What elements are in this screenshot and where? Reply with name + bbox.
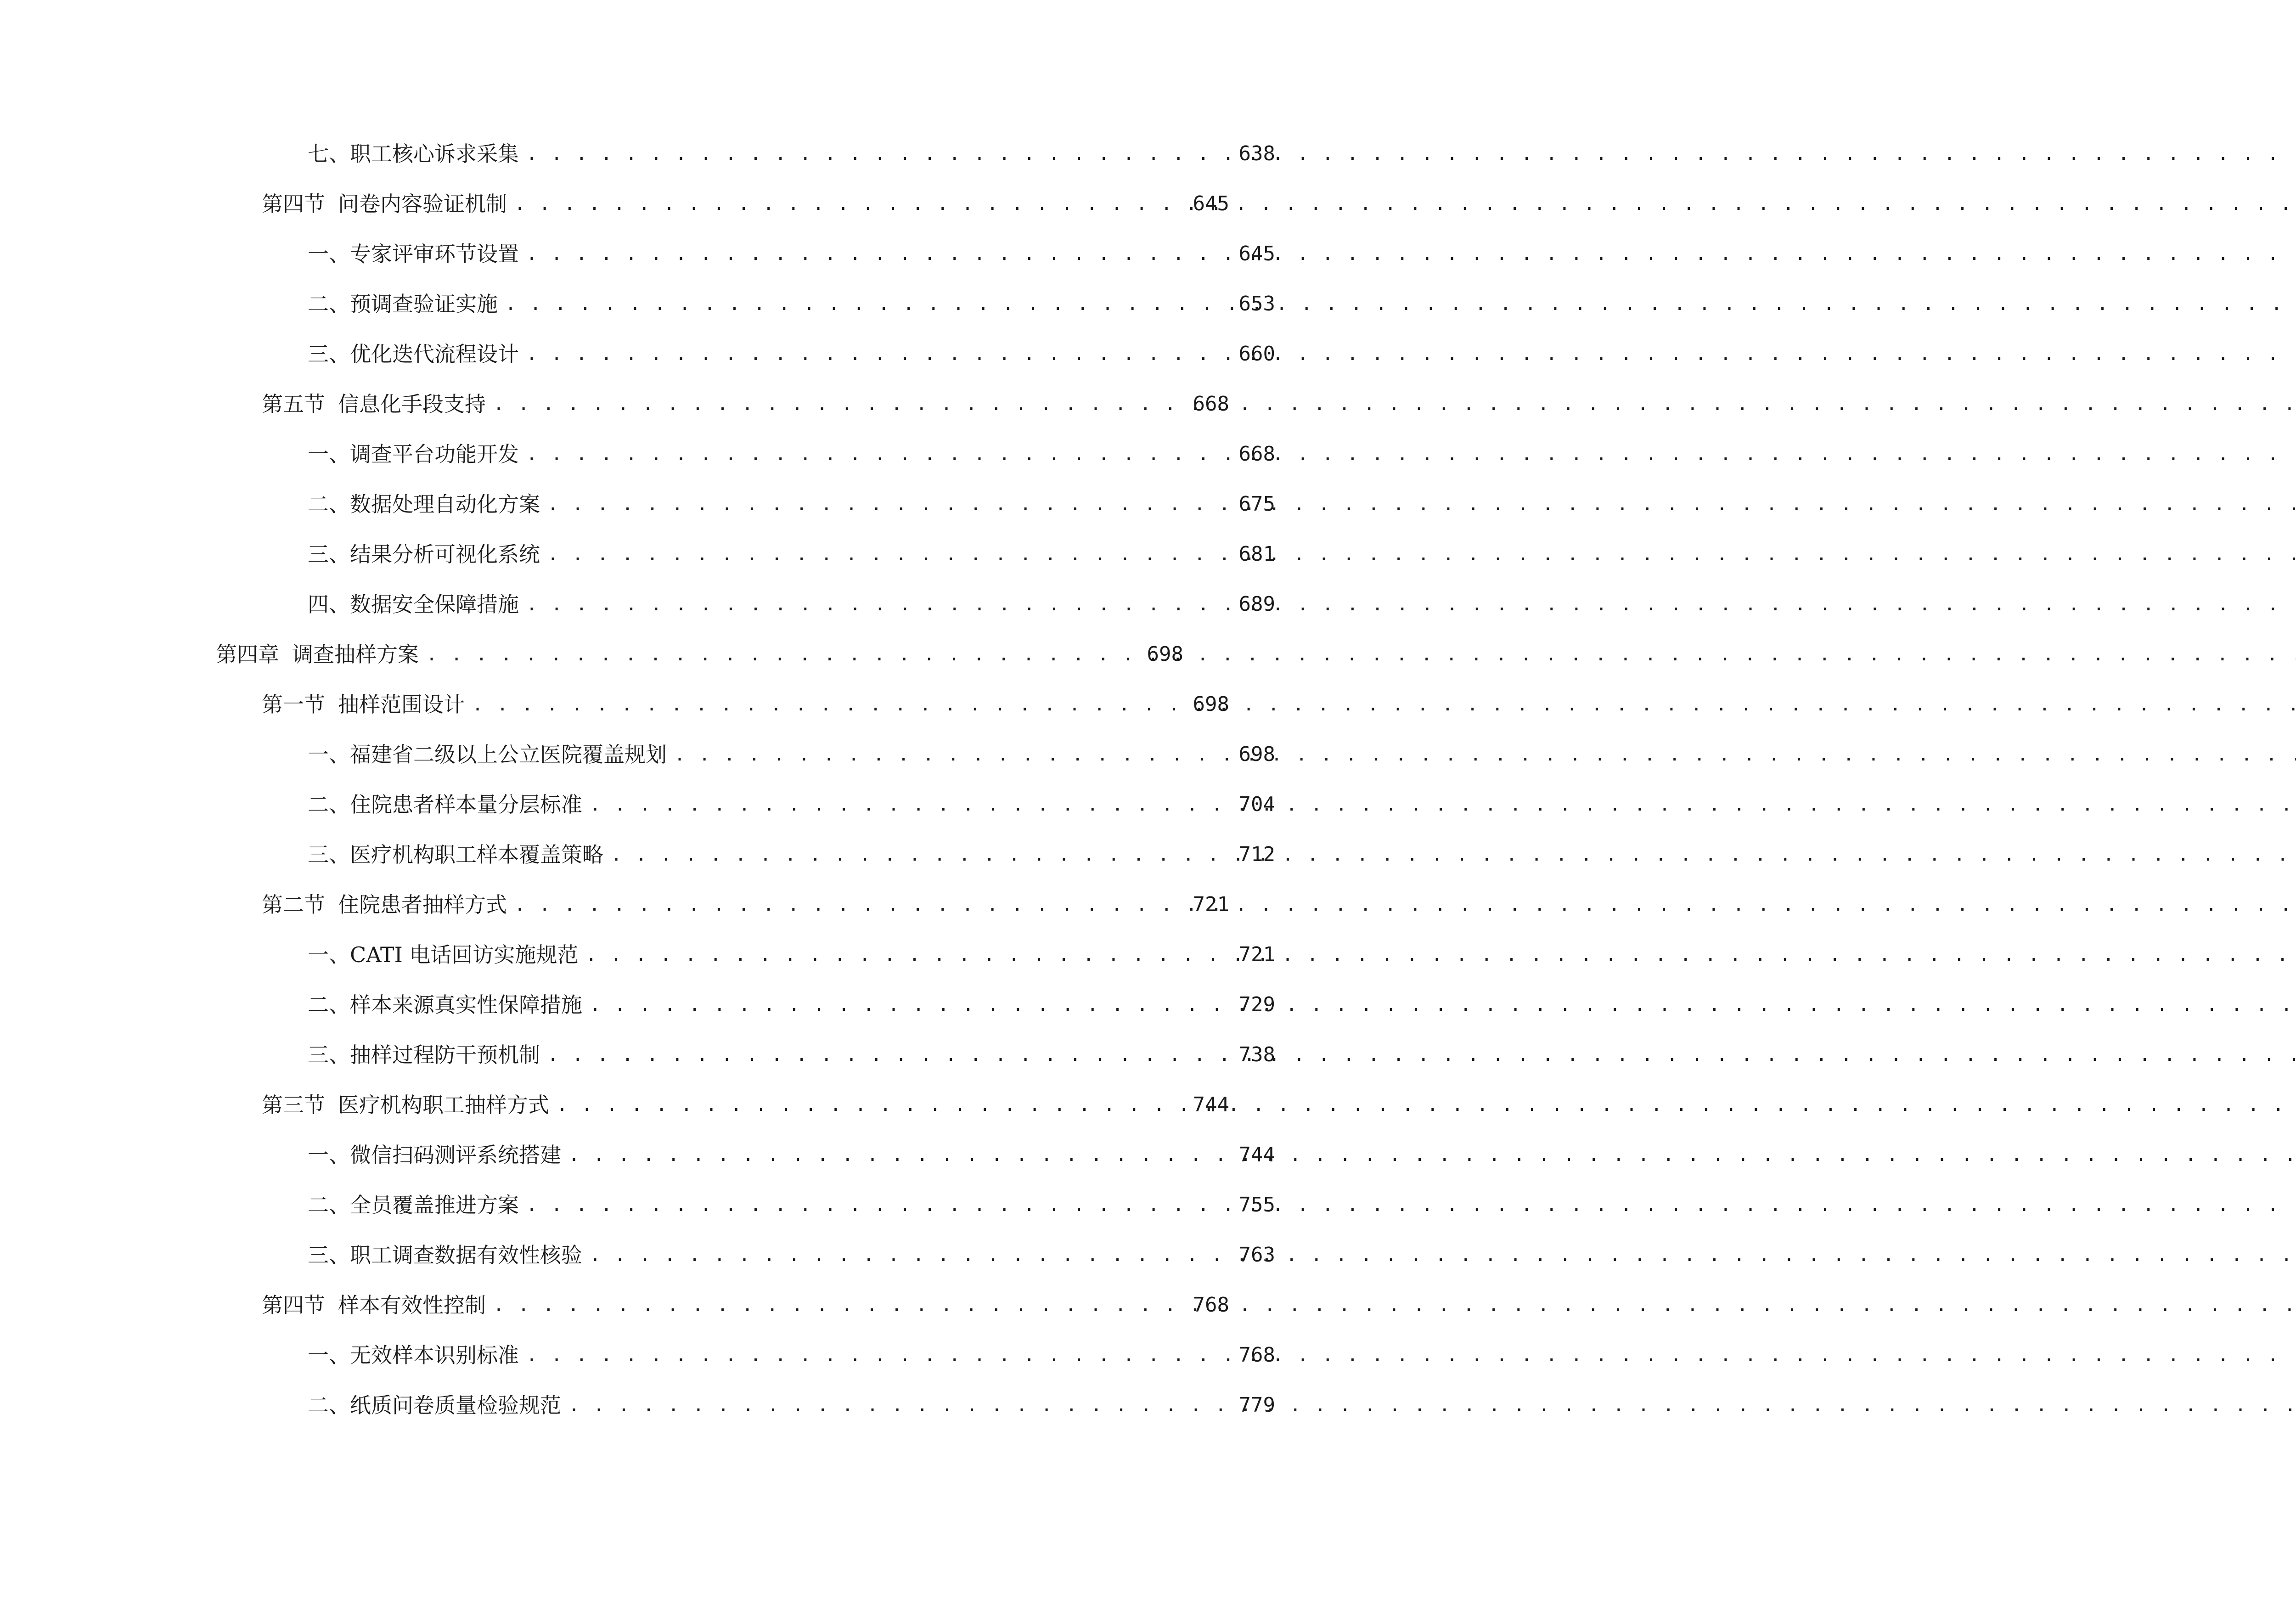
toc-entry-page: 744 — [1193, 1093, 1229, 1116]
toc-entry-title: 纸质问卷质量检验规范 — [350, 1393, 561, 1418]
toc-entry-number: 三、 — [308, 1243, 350, 1267]
toc-entry-title: 专家评审环节设置 — [350, 242, 519, 266]
toc-entry-title: 样本来源真实性保障措施 — [350, 992, 582, 1017]
toc-entry-title: 预调查验证实施 — [350, 292, 498, 316]
toc-entry[interactable] — [0, 236, 1447, 272]
toc-entry-page: 638 — [1238, 142, 1275, 165]
toc-entry-number: 一、 — [308, 242, 350, 266]
dot-leader — [526, 135, 2296, 172]
toc-entry[interactable] — [0, 836, 1447, 873]
toc-entry-number: 二、 — [308, 792, 350, 817]
toc-entry-title: 样本有效性控制 — [338, 1293, 486, 1318]
dot-leader — [526, 236, 2296, 272]
toc-entry-page: 698 — [1147, 642, 1183, 666]
dot-leader — [514, 186, 2296, 222]
toc-entry-number: 第二节 — [262, 892, 325, 917]
toc-entry[interactable] — [0, 1036, 1447, 1073]
toc-entry[interactable] — [0, 936, 1447, 973]
toc-entry[interactable] — [0, 636, 1355, 673]
dot-leader — [611, 836, 2296, 873]
toc-entry-number: 二、 — [308, 292, 350, 316]
toc-entry-page: 721 — [1238, 943, 1275, 966]
dot-leader — [493, 1287, 2296, 1324]
toc-entry[interactable] — [0, 986, 1447, 1023]
toc-entry[interactable] — [0, 586, 1447, 623]
toc-entry-page: 744 — [1238, 1143, 1275, 1166]
toc-entry-number: 第三节 — [262, 1093, 325, 1117]
dot-leader — [514, 886, 2296, 923]
toc-entry-title: 抽样范围设计 — [338, 692, 465, 717]
toc-entry[interactable] — [0, 486, 1447, 523]
toc-entry-title: 问卷内容验证机制 — [338, 192, 507, 216]
toc-entry[interactable] — [0, 886, 1401, 923]
toc-entry-number: 四、 — [308, 592, 350, 617]
toc-entry[interactable] — [0, 1137, 1447, 1173]
toc-entry-title: 医疗机构职工样本覆盖策略 — [350, 842, 603, 867]
toc-entry-number: 第四章 — [216, 642, 279, 667]
toc-entry-title: 医疗机构职工抽样方式 — [338, 1093, 549, 1117]
toc-entry[interactable] — [0, 1187, 1447, 1223]
toc-entry-number: 二、 — [308, 1393, 350, 1418]
toc-entry-title: 全员覆盖推进方案 — [350, 1193, 519, 1217]
toc-entry-title: 数据处理自动化方案 — [350, 492, 540, 517]
toc-entry-number: 第一节 — [262, 692, 325, 717]
toc-entry-title: 职工调查数据有效性核验 — [350, 1243, 582, 1267]
toc-entry-title: 住院患者抽样方式 — [338, 892, 507, 917]
toc-entry-page: 755 — [1238, 1193, 1275, 1217]
toc-entry-page: 712 — [1238, 843, 1275, 866]
dot-leader — [526, 586, 2296, 623]
dot-leader — [590, 786, 2296, 823]
toc-entry[interactable] — [0, 536, 1447, 573]
toc-entry-page: 768 — [1193, 1293, 1229, 1317]
dot-leader — [505, 286, 2296, 322]
dot-leader — [547, 1036, 2296, 1073]
toc-entry[interactable] — [0, 786, 1447, 823]
toc-entry-number: 二、 — [308, 1193, 350, 1217]
dot-leader — [493, 386, 2296, 422]
toc-entry-page: 645 — [1193, 192, 1229, 215]
toc-entry-number: 第五节 — [262, 392, 325, 417]
dot-leader — [590, 986, 2296, 1023]
toc-entry-number: 三、 — [308, 842, 350, 867]
toc-entry-page: 698 — [1238, 743, 1275, 766]
toc-entry[interactable] — [0, 1237, 1447, 1273]
toc-entry-page: 645 — [1238, 242, 1275, 265]
toc-entry-number: 一、 — [308, 1343, 350, 1368]
toc-entry[interactable] — [0, 1287, 1401, 1324]
toc-entry[interactable] — [0, 1337, 1447, 1374]
toc-entry-page: 704 — [1238, 793, 1275, 816]
toc-entry[interactable] — [0, 686, 1401, 723]
toc-entry-title: CATI 电话回访实施规范 — [350, 942, 579, 967]
toc-entry-page: 768 — [1238, 1343, 1275, 1367]
toc-entry-title: 抽样过程防干预机制 — [350, 1042, 540, 1067]
toc-entry-number: 一、 — [308, 1143, 350, 1167]
toc-entry-title: 职工核心诉求采集 — [350, 141, 519, 166]
toc-entry-page: 668 — [1193, 392, 1229, 416]
toc-entry-number: 二、 — [308, 492, 350, 517]
dot-leader — [526, 336, 2296, 372]
toc-entry[interactable] — [0, 135, 1447, 172]
dot-leader — [426, 636, 2296, 673]
toc-entry[interactable] — [0, 186, 1401, 222]
dot-leader — [585, 936, 2296, 973]
toc-entry-number: 一、 — [308, 942, 350, 967]
dot-leader — [526, 436, 2296, 473]
dot-leader — [526, 1187, 2296, 1223]
toc-entry-number: 一、 — [308, 742, 350, 767]
toc-entry-page: 675 — [1238, 492, 1275, 516]
dot-leader — [557, 1087, 2296, 1123]
toc-entry[interactable] — [0, 336, 1447, 372]
toc-entry-title: 调查抽样方案 — [292, 642, 419, 667]
dot-leader — [674, 736, 2296, 773]
toc-entry-title: 数据安全保障措施 — [350, 592, 519, 617]
toc-entry-number: 第四节 — [262, 192, 325, 216]
dot-leader — [526, 1337, 2296, 1374]
toc-entry[interactable] — [0, 436, 1447, 473]
toc-entry-page: 738 — [1238, 1043, 1275, 1066]
toc-entry-number: 七、 — [308, 141, 350, 166]
toc-entry-title: 调查平台功能开发 — [350, 442, 519, 467]
toc-entry-page: 698 — [1193, 693, 1229, 716]
toc-entry-number: 三、 — [308, 1042, 350, 1067]
dot-leader — [547, 536, 2296, 573]
toc-entry-title: 福建省二级以上公立医院覆盖规划 — [350, 742, 667, 767]
toc-entry-title: 结果分析可视化系统 — [350, 542, 540, 567]
toc-entry-number: 一、 — [308, 442, 350, 467]
toc-entry-number: 三、 — [308, 342, 350, 366]
toc-entry-page: 653 — [1238, 292, 1275, 315]
toc-entry-number: 二、 — [308, 992, 350, 1017]
dot-leader — [472, 686, 2296, 723]
toc-entry[interactable] — [0, 1087, 1401, 1123]
toc-entry-page: 721 — [1193, 893, 1229, 916]
dot-leader — [568, 1137, 2296, 1173]
toc-entry-title: 优化迭代流程设计 — [350, 342, 519, 366]
toc-entry[interactable] — [0, 736, 1447, 773]
toc-entry-page: 689 — [1238, 592, 1275, 616]
dot-leader — [590, 1237, 2296, 1273]
toc-entry-number: 第四节 — [262, 1293, 325, 1318]
toc-entry-title: 信息化手段支持 — [338, 392, 486, 417]
dot-leader — [547, 486, 2296, 523]
toc-entry-title: 无效样本识别标准 — [350, 1343, 519, 1368]
toc-entry[interactable] — [0, 286, 1447, 322]
toc-entry-page: 763 — [1238, 1243, 1275, 1267]
toc-entry-title: 住院患者样本量分层标准 — [350, 792, 582, 817]
toc-entry-page: 668 — [1238, 442, 1275, 466]
dot-leader — [568, 1387, 2296, 1424]
toc-entry-number: 三、 — [308, 542, 350, 567]
toc-entry[interactable] — [0, 1387, 1447, 1424]
toc-entry-page: 729 — [1238, 993, 1275, 1016]
toc-entry-page: 660 — [1238, 342, 1275, 366]
toc-entry-page: 681 — [1238, 542, 1275, 566]
toc-entry-title: 微信扫码测评系统搭建 — [350, 1143, 561, 1167]
toc-entry[interactable] — [0, 386, 1401, 422]
toc-entry-page: 779 — [1238, 1393, 1275, 1417]
